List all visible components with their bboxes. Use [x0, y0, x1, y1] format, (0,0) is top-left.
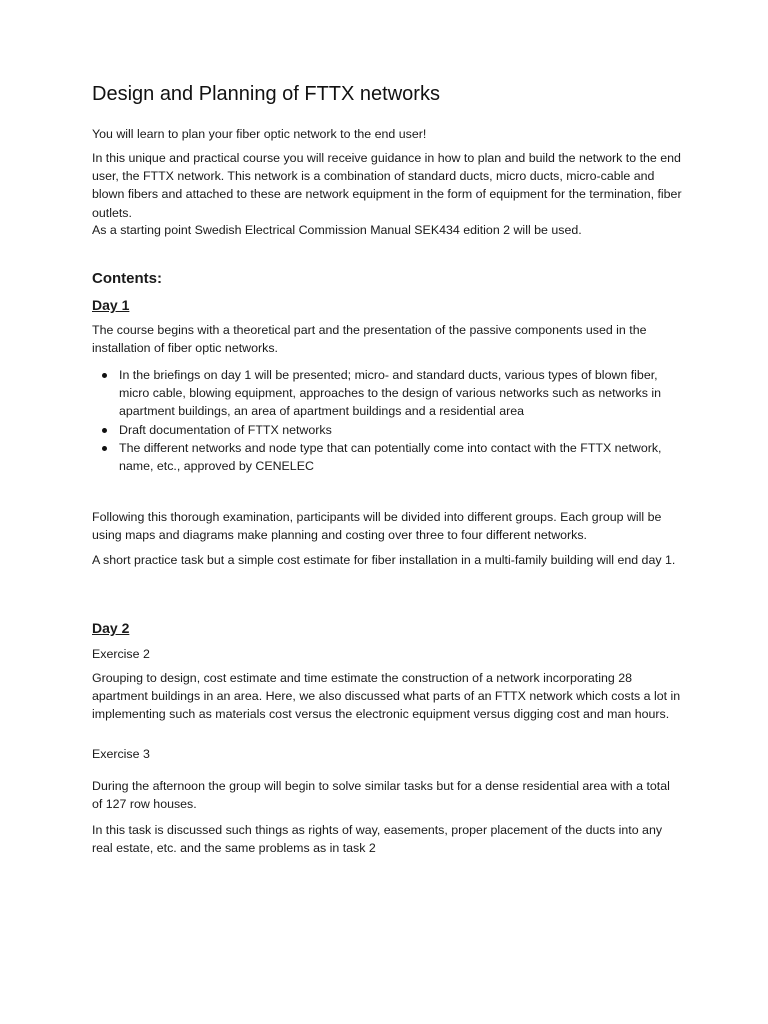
exercise2-text: Grouping to design, cost estimate and time estimate the construction of a network incorporating 28 apartment buildings in an area. Here, we also discussed what parts of an FTTX network which costs a lot in implementing such as materials cost versus the electronic equipment versus digging cost and man hours. [92, 671, 681, 722]
list-item [92, 439, 682, 475]
day2-heading: Day 2 [92, 620, 130, 636]
list-item [92, 366, 682, 421]
intro-paragraph: You will learn to plan your fiber optic network to the end user! [92, 127, 427, 141]
closing-paragraph: In this task is discussed such things as rights of way, easements, proper placement of the ducts into any real estate, etc. and the same problems as in task 2 [92, 823, 663, 856]
bullet-text: In the briefings on day 1 will be presented; micro- and standard ducts, various types of blown fiber, micro cable, blowing equipment, approaches to the design of various networks such as networks in apartment buildings, an area of apartment buildings and a residential area [119, 368, 662, 419]
bullet-text: The different networks and node type that can potentially come into contact with the FTTX network, name, etc., approved by CENELEC [119, 440, 662, 474]
bullet-icon [102, 428, 107, 433]
exercise2-label: Exercise 2 [92, 647, 150, 661]
bullet-icon [102, 446, 107, 451]
contents-heading: Contents: [92, 270, 162, 287]
exercise3-label: Exercise 3 [92, 747, 150, 761]
day1-practice: A short practice task but a simple cost estimate for fiber installation in a multi-family building will end day 1. [92, 553, 676, 567]
day1-heading: Day 1 [92, 297, 130, 313]
day1-followup: Following this thorough examination, participants will be divided into different groups. Each group will be using maps and diagrams make planning and costing over three to four different networks. [92, 510, 662, 543]
list-item [92, 421, 682, 439]
exercise3-text: During the afternoon the group will begin to solve similar tasks but for a dense residential area with a total of 127 row houses. [92, 779, 670, 812]
bullet-icon [102, 373, 107, 378]
reference-paragraph: As a starting point Swedish Electrical Commission Manual SEK434 edition 2 will be used. [92, 223, 582, 237]
bullet-text: Draft documentation of FTTX networks [119, 422, 332, 437]
day1-bullet-list [92, 366, 682, 475]
description-paragraph: In this unique and practical course you will receive guidance in how to plan and build the network to the end user, the FTTX network. This network is a combination of standard ducts, micro ducts, micro-cable and blown fibers and attached to these are network equipment in the form of equipment for the termination, fiber outlets. [92, 151, 682, 220]
day1-intro: The course begins with a theoretical part and the presentation of the passive components used in the installation of fiber optic networks. [92, 323, 647, 356]
page-title: Design and Planning of FTTX networks [92, 83, 440, 105]
